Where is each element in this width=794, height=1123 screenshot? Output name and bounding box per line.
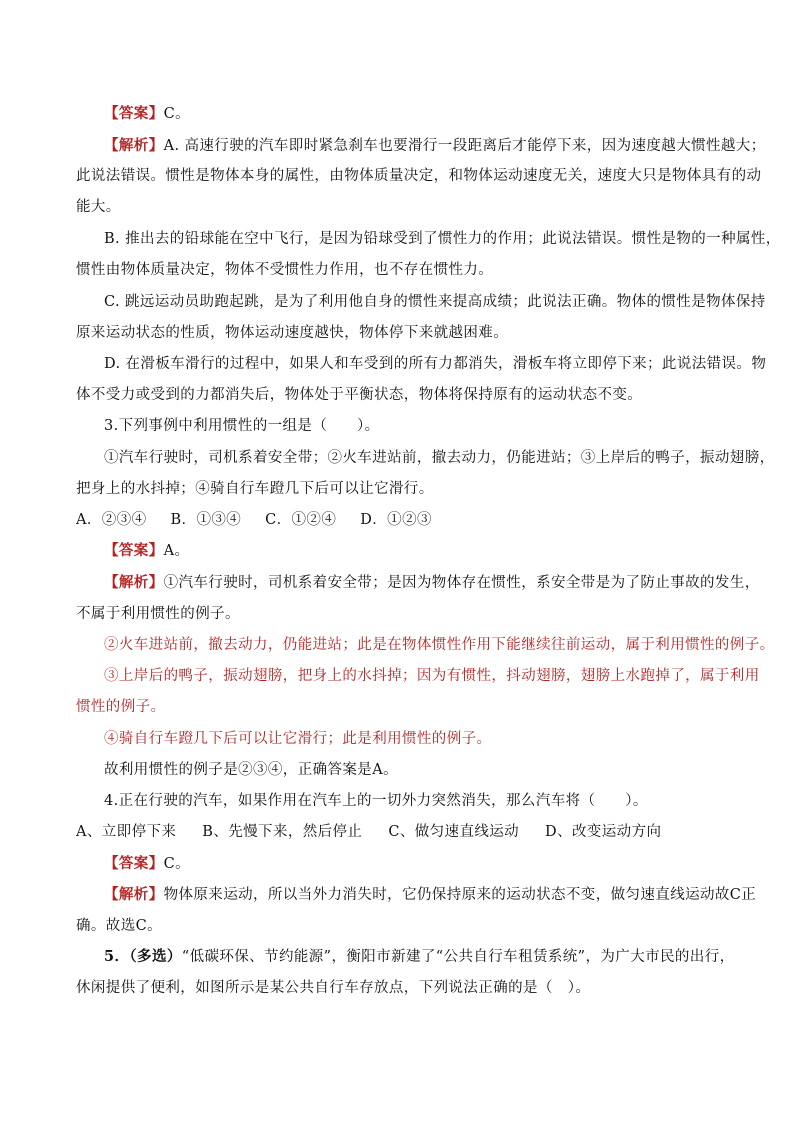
question-text: 休闲提供了便利，如图所示是某公共自行车存放点，下列说法正确的是（ ）。 bbox=[76, 980, 591, 996]
analysis-line: ③上岸后的鸭子，振动翅膀，把身上的水抖掉；因为有惯性，抖动翅膀，翅膀上水跑掉了，属于利用 bbox=[104, 668, 760, 684]
analysis-line: 不属于利用惯性的例子。 bbox=[76, 606, 240, 622]
multi-select-tag: （多选） bbox=[129, 948, 182, 965]
analysis-line bbox=[104, 136, 764, 156]
analysis-tag: 【解析】 bbox=[104, 574, 164, 591]
analysis-text: A. 高速行驶的汽车即时紧急刹车也要滑行一段距离后才能停下来，因为速度越大惯性越大； bbox=[163, 138, 766, 154]
answer-text: C。 bbox=[163, 856, 191, 872]
analysis-line: 确。故选C。 bbox=[76, 918, 162, 934]
question-items: ①汽车行驶时，司机系着安全带；②火车进站前，撤去动力，仍能进站；③上岸后的鸭子，振动翅膀， bbox=[104, 450, 775, 466]
option-b: B．①③④ bbox=[170, 512, 242, 528]
analysis-line bbox=[104, 885, 764, 905]
question-number: 5． bbox=[104, 948, 130, 965]
analysis-line: 惯性的例子。 bbox=[76, 699, 166, 715]
option-a: A．②③④ bbox=[76, 512, 147, 528]
analysis-line: 原来运动状态的性质，物体运动速度越快，物体停下来就越困难。 bbox=[76, 325, 509, 341]
analysis-text: ①汽车行驶时，司机系着安全带；是因为物体存在惯性，系安全带是为了防止事故的发生， bbox=[163, 575, 760, 591]
answer-line bbox=[104, 541, 764, 561]
answer-text: C。 bbox=[163, 106, 191, 122]
options-row bbox=[76, 822, 736, 842]
analysis-line bbox=[104, 573, 764, 593]
option-d: D．①②③ bbox=[360, 512, 432, 528]
analysis-tag: 【解析】 bbox=[104, 886, 164, 903]
answer-tag: 【答案】 bbox=[104, 105, 164, 122]
answer-tag: 【答案】 bbox=[104, 855, 164, 872]
option-d: D、改变运动方向 bbox=[545, 824, 662, 840]
question-stem bbox=[104, 947, 764, 967]
answer-text: A。 bbox=[163, 543, 190, 559]
answer-line bbox=[104, 104, 764, 124]
analysis-line: B. 推出去的铅球能在空中飞行，是因为铅球受到了惯性力的作用；此说法错误。惯性是物的一种属性， bbox=[104, 231, 781, 247]
question-text: “低碳环保、节约能源”，衡阳市新建了“公共自行车租赁系统”，为广大市民的出行， bbox=[181, 949, 735, 965]
options-row bbox=[76, 510, 736, 530]
analysis-text: 物体原来运动，所以当外力消失时，它仍保持原来的运动状态不变，做匀速直线运动故C正 bbox=[163, 887, 757, 903]
question-stem: 4.正在行驶的汽车，如果作用在汽车上的一切外力突然消失，那么汽车将（ ）。 bbox=[104, 793, 648, 809]
option-a: A、立即停下来 bbox=[76, 824, 177, 840]
analysis-line: 惯性由物体质量决定，物体不受惯性力作用，也不存在惯性力。 bbox=[76, 262, 494, 278]
analysis-tag: 【解析】 bbox=[104, 137, 164, 154]
question-items: 把身上的水抖掉；④骑自行车蹬几下后可以让它滑行。 bbox=[76, 481, 434, 497]
conclusion-line: 故利用惯性的例子是②③④，正确答案是A。 bbox=[104, 762, 398, 778]
analysis-line: 此说法错误。惯性是物体本身的属性，由物体质量决定，和物体运动速度无关，速度大只是物体具有的动 bbox=[76, 168, 762, 184]
analysis-line: D. 在滑板车滑行的过程中，如果人和车受到的所有力都消失，滑板车将立即停下来；此说法错误。物 bbox=[104, 356, 767, 372]
analysis-line: 能大。 bbox=[76, 199, 121, 215]
analysis-line: C. 跳远运动员助跑起跳，是为了利用他自身的惯性来提高成绩；此说法正确。物体的惯性是物体保持 bbox=[104, 294, 766, 310]
analysis-line: 体不受力或受到的力都消失后，物体处于平衡状态，物体将保持原有的运动状态不变。 bbox=[76, 387, 643, 403]
answer-line bbox=[104, 854, 764, 874]
question-stem: 3.下列事例中利用惯性的一组是（ ）。 bbox=[104, 418, 380, 434]
option-b: B、先慢下来，然后停止 bbox=[202, 824, 363, 840]
analysis-line: ④骑自行车蹬几下后可以让它滑行；此是利用惯性的例子。 bbox=[104, 731, 492, 747]
answer-tag: 【答案】 bbox=[104, 542, 164, 559]
analysis-line: ②火车进站前，撤去动力，仍能进站；此是在物体惯性作用下能继续往前运动，属于利用惯性的例子。 bbox=[104, 637, 775, 653]
option-c: C、做匀速直线运动 bbox=[388, 824, 520, 840]
option-c: C．①②④ bbox=[265, 512, 337, 528]
